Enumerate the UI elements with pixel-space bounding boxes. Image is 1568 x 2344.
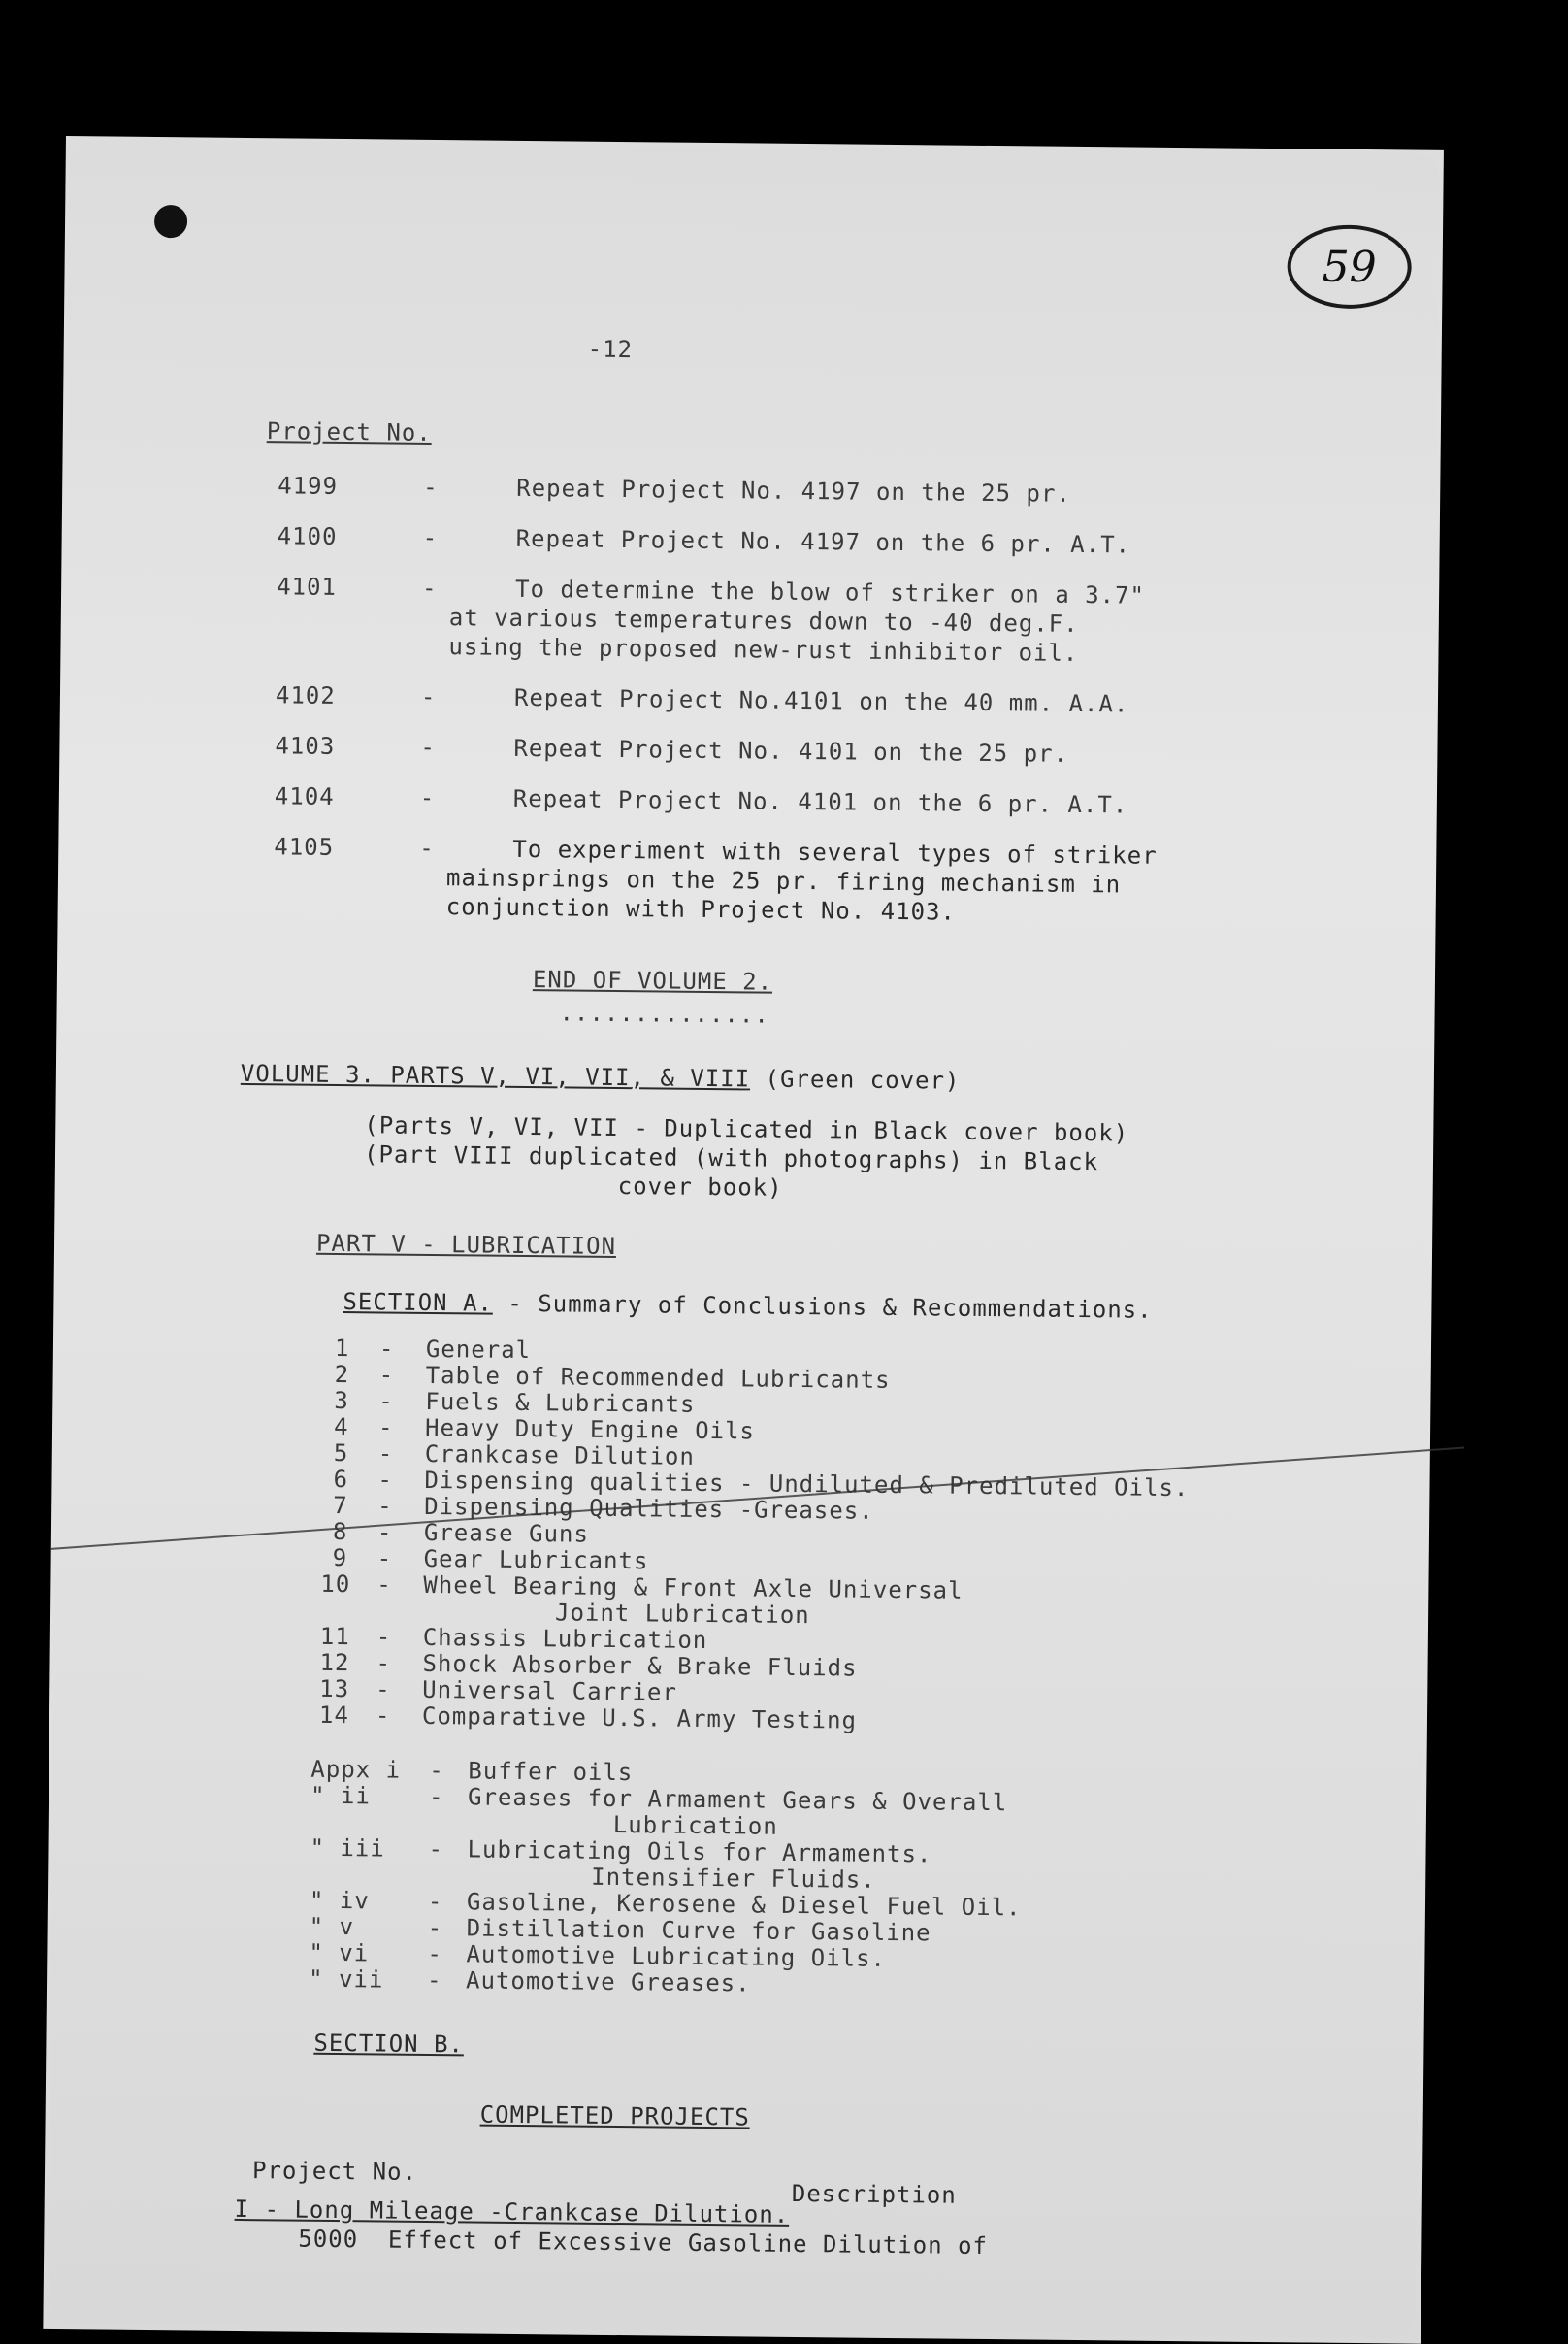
appendix-text: Greases for Armament Gears & Overall bbox=[467, 1783, 1008, 1817]
appendix-number: " iii bbox=[310, 1833, 385, 1863]
appendix-number: " iv bbox=[309, 1886, 370, 1915]
section-a-title: - Summary of Conclusions & Recommendations. bbox=[492, 1289, 1153, 1324]
project-description-line: To determine the blow of striker on a 3.7" bbox=[514, 575, 1146, 610]
appendix-text: Automotive Lubricating Oils. bbox=[466, 1940, 887, 1972]
section-item-text: Gear Lubricants bbox=[423, 1544, 649, 1575]
project-description-line: at various temperatures down to -40 deg.F. bbox=[448, 604, 1079, 638]
column-project-no: Project No. bbox=[251, 2157, 418, 2186]
appendix-text: Lubrication bbox=[612, 1811, 778, 1840]
volume-3-note: (Parts V, VI, VII - Duplicated in Black cover book) bbox=[364, 1111, 1129, 1147]
appendix-text: Buffer oils bbox=[468, 1757, 634, 1787]
section-item-text: Dispensing qualities - Undiluted & Prediluted Oils. bbox=[424, 1466, 1190, 1502]
section-item-text: Chassis Lubrication bbox=[422, 1623, 708, 1655]
appendix-number: " vi bbox=[309, 1938, 370, 1967]
section-a-label: SECTION A. bbox=[343, 1288, 494, 1317]
section-item-text: Comparative U.S. Army Testing bbox=[421, 1701, 858, 1734]
section-item-text: Wheel Bearing & Front Axle Universal bbox=[423, 1570, 964, 1604]
project-description-line: mainsprings on the 25 pr. firing mechanism in bbox=[445, 864, 1122, 899]
section-item-number: 1 bbox=[334, 1334, 350, 1363]
appendix-text: Distillation Curve for Gasoline bbox=[466, 1914, 931, 1947]
section-item-number: 2 bbox=[334, 1360, 350, 1389]
project-no-heading: Project No. bbox=[266, 417, 432, 446]
section-item-number: 10 bbox=[320, 1569, 351, 1599]
section-item-text: Heavy Duty Engine Oils bbox=[424, 1413, 756, 1445]
project-description: Repeat Project No. 4101 on the 25 pr. bbox=[513, 734, 1069, 768]
project-description: Repeat Project No. 4101 on the 6 pr. A.T. bbox=[512, 784, 1128, 819]
volume-3-note: (Part VIII duplicated (with photographs) in Black bbox=[363, 1140, 1099, 1176]
volume-3-title: VOLUME 3. PARTS V, VI, VII, & VIII bbox=[240, 1059, 751, 1093]
section-item-text: General bbox=[425, 1335, 532, 1365]
project-description: Repeat Project No. 4197 on the 6 pr. A.T. bbox=[515, 524, 1131, 559]
project-number: 4100 bbox=[277, 522, 338, 550]
punch-hole bbox=[154, 205, 187, 238]
section-item-text: Dispensing Qualities -Greases. bbox=[424, 1492, 874, 1525]
project-dash: - bbox=[421, 574, 438, 603]
section-item-text: Universal Carrier bbox=[422, 1675, 678, 1706]
section-item-number: 12 bbox=[319, 1648, 350, 1677]
project-description: Repeat Project No.4101 on the 40 mm. A.A. bbox=[513, 683, 1129, 718]
end-of-volume: END OF VOLUME 2. bbox=[532, 966, 773, 996]
project-description-line: conjunction with Project No. 4103. bbox=[445, 893, 957, 926]
section-item-text: Joint Lubrication bbox=[554, 1599, 810, 1630]
section-item-number: 4 bbox=[333, 1412, 349, 1441]
appendix-number: " v bbox=[309, 1912, 355, 1941]
page-number: -12 bbox=[587, 335, 634, 364]
volume-3-note: cover book) bbox=[617, 1172, 783, 1202]
document-page: 59 -12 Project No. 4199 - Repeat Project No. 4197 on the 25 pr. 4100 - Repeat Project No. 4197 on the 6 pr. A.T. 4101 - To determine the blow of striker on a 3.7" at various temperatures down to -40 deg.F. using the proposed new-rust inhibitor oil. 4102 - Repeat Project No.4101 on the 40 mm. A.A. 4103 - Repeat Project No. 4101 on the 25 pr. 4104 - Repeat Project No. 4101 on the 6 pr. A.T. 4105 - To experiment with several types of striker mainsprings on the 25 pr. firing mechanism in conjunction with Project No. 4103. END OF VOLUME 2. .............. VOLUME 3. PARTS V, VI, VII, & VIII (Green cover) (Parts V, VI, VII - Duplicated in Black cover book) (Part VIII duplicated (with photographs) in Black cover book) PART V - LUBRICATION SECTION A. - Summary of Conclusions & Recommendations. 1 - General 2 - Table of Recommended Lubricants 3 - Fuels & Lubricants 4 - Heavy Duty Engine Oils 5 - Crankcase Dilution 6 - Dispensing qualities - Undiluted & Prediluted Oils. 7 - Dispensing Qualities -Greases. 8 - Grease Guns 9 - Gear Lubricants 10 - Wheel Bearing & Front Axle Universal Joint Lubrication 11 - Chassis Lubrication 12 - Shock Absorber & Brake Fluids 13 - Universal Carrier 14 - Comparative U.S. Army Testing Appx i - Buffer oils " ii - Greases for Armament Gears & Overall Lubrication " iii - Lubricating Oils for Armaments. Intensifier Fluids. " iv - Gasoline, Kerosene & Diesel Fuel Oil. " v - Distillation Curve for Gasoline " vi - Automotive Lubricating Oils. " vii - Automotive Greases. SECTION B. COMPLETED PROJECTS Project No. Description I - Long Mileage -Crankcase Dilution. 5000 Effect of Excessive Gasoline Dilution of bbox=[43, 136, 1444, 2344]
appendix-number: Appx i bbox=[310, 1755, 402, 1784]
section-item-number: 7 bbox=[333, 1491, 348, 1520]
paper-crease bbox=[51, 1447, 1464, 1550]
section-item-text: Table of Recommended Lubricants bbox=[425, 1361, 891, 1394]
section-item-text: Fuels & Lubricants bbox=[425, 1387, 696, 1418]
appendix-number: " ii bbox=[310, 1781, 372, 1810]
volume-3-cover: (Green cover) bbox=[750, 1065, 961, 1095]
project-description-line: using the proposed new-rust inhibitor oil. bbox=[448, 633, 1079, 667]
section-item-text: Shock Absorber & Brake Fluids bbox=[422, 1649, 858, 1682]
separator-dots: .............. bbox=[559, 999, 769, 1029]
section-item-number: 14 bbox=[318, 1700, 350, 1730]
section-item-text: Grease Guns bbox=[423, 1518, 590, 1548]
page-number-stamp bbox=[1287, 224, 1412, 309]
project-description: Repeat Project No. 4197 on the 25 pr. bbox=[516, 474, 1071, 508]
completed-projects-heading: COMPLETED PROJECTS bbox=[479, 2100, 750, 2131]
project-row-5000: 5000 Effect of Excessive Gasoline Dilution of bbox=[298, 2225, 989, 2261]
group-i-heading: I - Long Mileage -Crankcase Dilution. bbox=[234, 2195, 790, 2228]
appendix-text: Gasoline, Kerosene & Diesel Fuel Oil. bbox=[466, 1888, 1022, 1922]
project-dash: - bbox=[419, 783, 436, 812]
section-item-text: Crankcase Dilution bbox=[424, 1439, 696, 1470]
project-number: 4104 bbox=[274, 782, 335, 810]
section-item-number: 8 bbox=[332, 1517, 348, 1546]
project-dash: - bbox=[419, 834, 435, 863]
project-dash: - bbox=[420, 733, 437, 762]
project-number: 4102 bbox=[275, 681, 336, 710]
volume-3-heading bbox=[241, 1060, 961, 1095]
project-dash: - bbox=[422, 523, 439, 552]
column-description: Description bbox=[791, 2179, 957, 2209]
project-number: 4103 bbox=[275, 732, 336, 760]
appendix-number: " vii bbox=[308, 1964, 384, 1994]
section-item-number: 3 bbox=[334, 1386, 349, 1415]
section-item-number: 5 bbox=[333, 1438, 349, 1468]
project-number: 4101 bbox=[277, 573, 338, 601]
project-number: 4105 bbox=[274, 833, 335, 861]
section-item-number: 13 bbox=[319, 1674, 350, 1703]
appendix-text: Lubricating Oils for Armaments. bbox=[467, 1835, 932, 1868]
part-v-heading: PART V - LUBRICATION bbox=[315, 1229, 617, 1260]
section-item-number: 11 bbox=[319, 1622, 350, 1651]
project-dash: - bbox=[420, 682, 437, 711]
project-dash: - bbox=[423, 473, 439, 502]
appendix-text: Intensifier Fluids. bbox=[591, 1863, 876, 1894]
project-number: 4199 bbox=[278, 472, 339, 500]
section-b-heading: SECTION B. bbox=[313, 2029, 465, 2059]
section-item-number: 9 bbox=[332, 1543, 348, 1572]
project-description-line: To experiment with several types of striker bbox=[512, 835, 1158, 870]
appendix-text: Automotive Greases. bbox=[465, 1966, 751, 1997]
section-item-number: 6 bbox=[333, 1465, 349, 1494]
stamp-number: 59 bbox=[1322, 242, 1377, 292]
section-a-heading bbox=[343, 1288, 1153, 1324]
